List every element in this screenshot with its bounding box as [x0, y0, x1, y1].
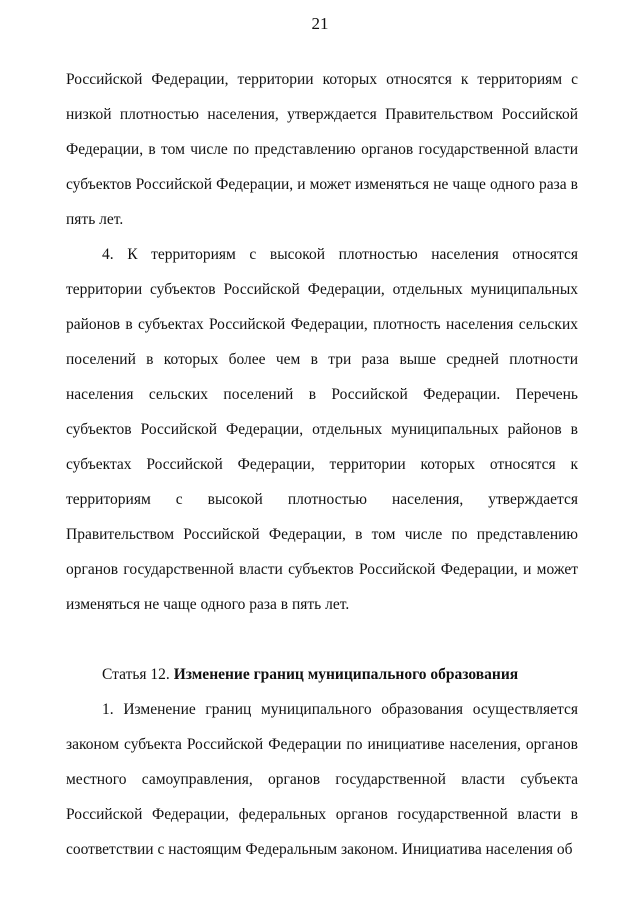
paragraph-continued: Российской Федерации, территории которых относятся к территориям с низкой плотностью населения, утверждается Правительством Российской Федерации, в том числе по представлению органов государственной власти субъектов Российской Федерации, и может изменяться не чаще одного раза в пять лет.: [66, 71, 578, 228]
article-label: Статья 12.: [102, 666, 170, 683]
article-heading: [66, 657, 578, 692]
article-title: Изменение границ муниципального образования: [173, 666, 519, 683]
article-paragraph-1: 1. Изменение границ муниципального образования осуществляется законом субъекта Российской Федерации по инициативе населения, органов местного самоуправления, органов государственной власти субъекта Российской Федерации, федеральных органов государственной власти в соответствии с настоящим Федеральным законом. Инициатива населения об: [66, 701, 578, 858]
page-number: 21: [311, 14, 329, 33]
paragraph-item-4: 4. К территориям с высокой плотностью населения относятся территории субъектов Российской Федерации, отдельных муниципальных районов в субъектах Российской Федерации, плотность населения сельских поселений в которых более чем в три раза выше средней плотности населения сельских поселений в Российской Федерации. Перечень субъектов Российской Федерации, отдельных муниципальных районов в субъектах Российской Федерации, территории которых относятся к территориям с высокой плотностью населения, утверждается Правительством Российской Федерации, в том числе по представлению органов государственной власти субъектов Российской Федерации, и может изменяться не чаще одного раза в пять лет.: [66, 246, 578, 613]
document-body: [66, 62, 578, 867]
